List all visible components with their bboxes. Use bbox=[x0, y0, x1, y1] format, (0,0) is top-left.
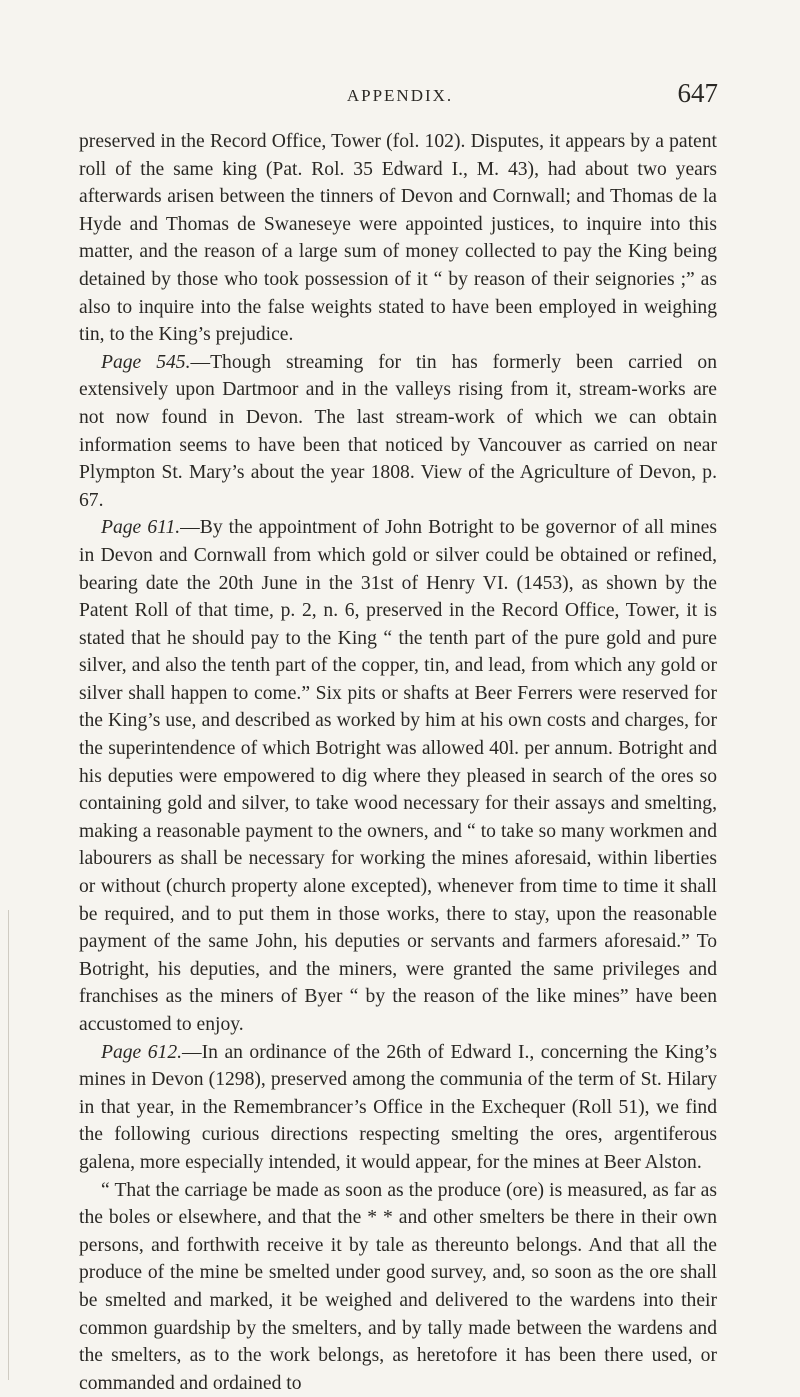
page-number: 647 bbox=[677, 78, 718, 108]
paragraph-text: “ That the carriage be made as soon as the produce (ore) is measured, as far as the boles or elsewhere, and that the * * and other smelters be there in their own persons, and forthwith receive it by tale as thereunto belongs. And that all the produce of the mine be smelted under good survey, and, so soon as the ore shall be smelted and marked, it be weighed and delivered to the wardens into their common guardship by the smelters, and by tally made between the wardens and the smelters, as to the work belongs, as heretofore it has been there used, or commanded and ordained to bbox=[79, 1179, 717, 1394]
paragraph-quotation bbox=[79, 1177, 717, 1397]
paragraph-page-611 bbox=[79, 514, 717, 1038]
page-reference: Page 611. bbox=[101, 517, 181, 539]
paragraph-page-545 bbox=[79, 349, 717, 515]
body-text bbox=[79, 128, 717, 1397]
page-header bbox=[80, 76, 720, 116]
paragraph-continuation bbox=[79, 128, 717, 349]
paragraph-text: —In an ordinance of the 26th of Edward I., concerning the King’s mines in Devon (1298), preserved among the communia of the term of St. Hilary in that year, in the Remembrancer’s Office in the Exchequer (Roll 51), we find the following curious directions respecting smelting the ores, argentiferous galena, more especially intended, it would appear, for the mines at Beer Alston. bbox=[79, 1041, 717, 1173]
paragraph-page-612 bbox=[79, 1039, 717, 1177]
page-reference: Page 545. bbox=[101, 351, 191, 373]
running-head: APPENDIX. bbox=[346, 86, 454, 105]
paragraph-text: —Though streaming for tin has formerly been carried on extensively upon Dartmoor and in the valleys rising from it, stream-works are not now found in Devon. The last stream-work of which we can obtain information seems to have been that noticed by Vancouver as carried on near Plympton St. Mary’s about the year 1808. View of the Agriculture of Devon, p. 67. bbox=[79, 351, 717, 511]
page-reference: Page 612. bbox=[101, 1041, 183, 1063]
page-edge-shadow bbox=[8, 910, 9, 1380]
paragraph-text: —By the appointment of John Botright to be governor of all mines in Devon and Cornwall from which gold or silver could be obtained or refined, bearing date the 20th June in the 31st of Henry VI. (1453), as shown by the Patent Roll of that time, p. 2, n. 6, preserved in the Record Office, Tower, it is stated that he should pay to the King “ the tenth part of the pure gold and pure silver, and also the tenth part of the copper, tin, and lead, from which any gold or silver shall happen to come.” Six pits or shafts at Beer Ferrers were reserved for the King’s use, and described as worked by him at his own costs and charges, for the superintendence of which Botright was allowed 40l. per annum. Botright and his deputies were empowered to dig where they pleased in search of the ores so containing gold and silver, to take wood necessary for their assays and smelting, making a reasonable payment to the owners, and “ to take so many workmen and labourers as shall be necessary for working the mines aforesaid, within liberties or without (church property alone excepted), whenever from time to time it shall be required, and to put them in those works, there to stay, upon the reasonable payment of the same John, his deputies or servants and farmers aforesaid.” To Botright, his deputies, and the miners, were granted the same privileges and franchises as the miners of Byer “ by the reason of the like mines” have been accustomed to enjoy. bbox=[79, 517, 717, 1035]
paragraph-text: preserved in the Record Office, Tower (fol. 102). Disputes, it appears by a patent roll of the same king (Pat. Rol. 35 Edward I., M. 43), had about two years afterwards arisen between the tinners of Devon and Cornwall; and Thomas de la Hyde and Thomas de Swaneseye were appointed justices, to inquire into this matter, and the reason of a large sum of money collected to pay the King being detained by those who took possession of it “ by reason of their seignories ;” as also to inquire into the false weights stated to have been employed in weighing tin, to the King’s prejudice. bbox=[79, 131, 717, 346]
